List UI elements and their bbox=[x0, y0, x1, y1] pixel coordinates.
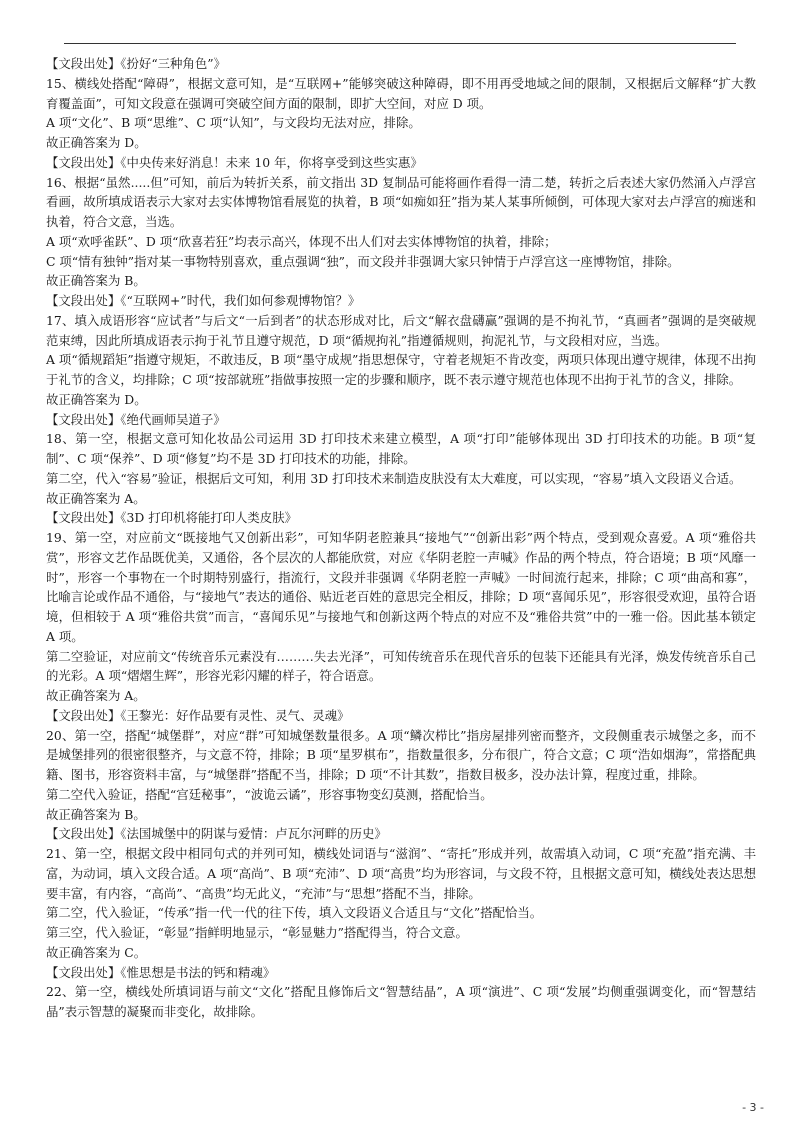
source-citation: 【文段出处】《中央传来好消息！未来 10 年，你将享受到这些实惠》 bbox=[46, 154, 423, 170]
header-rule bbox=[64, 43, 736, 44]
source-citation: 【文段出处】《惟思想是书法的钙和精魂》 bbox=[46, 964, 276, 980]
paragraph: 第二空代入验证，搭配“宫廷秘事”，“波诡云谲”，形容事物变幻莫测，搭配恰当。 bbox=[46, 786, 493, 802]
answer-line: 故正确答案为 B。 bbox=[46, 273, 146, 289]
paragraph: 第三空，代入验证，“彰显”指鲜明地显示，“彰显魅力”搭配得当，符合文意。 bbox=[46, 925, 468, 940]
source-citation: 【文段出处】《王黎光：好作品要有灵性、灵气、灵魂》 bbox=[46, 707, 350, 723]
source-citation: 【文段出处】《3D 打印机将能打印人类皮肤》 bbox=[46, 510, 297, 526]
paragraph: 第二空，代入“容易”验证，根据后文可知，利用 3D 打印技术来制造皮肤没有太大难度，可以实现，“容易”填入文段语义合适。 bbox=[46, 470, 742, 486]
question-explanation: 17、填入成语形容“应试者”与后文“一后到者”的状态形成对比，后文“解衣盘礴赢”强调的是不拘礼节，“真画者”强调的是突破规范束缚，因此所填成语表示拘于礼节且遵守规范，D 项“循规拘礼”指遵循规则，拘泥礼节，与文段相对应，当选。 bbox=[46, 312, 756, 348]
paragraph: 第二空，代入验证，“传承”指一代一代的往下传，填入文段语义合适且与“文化”搭配恰当。 bbox=[46, 905, 543, 921]
paragraph: C 项“情有独钟”指对某一事物特别喜欢，重点强调“独”，而文段并非强调大家只钟情于卢浮宫这一座博物馆，排除。 bbox=[46, 253, 680, 269]
paragraph: A 项“文化”、B 项“思维”、C 项“认知”，与文段均无法对应，排除。 bbox=[46, 115, 421, 131]
question-explanation: 15、横线处搭配“障碍”，根据文意可知，是“互联网+”能够突破这种障碍，即不用再受地域之间的限制，又根据后文解释“扩大教育覆盖面”，可知文段意在强调可突破空间方面的限制，即扩大空间，对应 D 项。 bbox=[46, 75, 756, 111]
question-explanation: 16、根据“虽然.....但”可知，前后为转折关系，前文指出 3D 复制品可能将画作看得一清二楚，转折之后表述大家仍然涌入卢浮宫看画，故所填成语表示大家对去实体博物馆看展览的执着，B 项“如痴如狂”指为某人某事所倾倒，可体现大家对去卢浮宫的痴迷和执着，符合文意，当选。 bbox=[46, 174, 756, 229]
source-citation: 【文段出处】《扮好“三种角色”》 bbox=[46, 56, 226, 71]
page-number: - 3 - bbox=[742, 1101, 764, 1114]
answer-line: 故正确答案为 A。 bbox=[46, 688, 146, 703]
question-explanation: 19、第一空，对应前文“既接地气又创新出彩”，可知华阴老腔兼具“接地气”“创新出彩”两个特点，受到观众喜爱。A 项“雅俗共赏”，形容文艺作品既优美，又通俗，各个层次的人都能欣赏，对应《华阴老腔一声喊》作品的两个特点，符合语境；B 项“风靡一时”，形容一个事物在一个时期特别盛行，指流行，文段并非强调《华阴老腔一声喊》一时间流行起来，排除；C 项“曲高和寡”，比喻言论或作品不通俗，与“接地气”表达的通俗、贴近老百姓的意思完全相反，排除；D 项“喜闻乐见”，形容很受欢迎，虽符合语境，但相较于 A 项“雅俗共赏”而言，“喜闻乐见”与接地气和创新这两个特点的对应不及“雅俗共赏”中的一雅一俗。因此基本锁定 A 项。 bbox=[46, 530, 756, 644]
question-explanation: 22、第一空，横线处所填词语与前文“文化”搭配且修饰后文“智慧结晶”，A 项“演进”、C 项“发展”均侧重强调变化，而“智慧结晶”表示智慧的凝聚而非变化，故排除。 bbox=[46, 984, 756, 1019]
answer-line: 故正确答案为 D。 bbox=[46, 391, 147, 407]
source-citation: 【文段出处】《法国城堡中的阴谋与爱情：卢瓦尔河畔的历史》 bbox=[46, 826, 387, 842]
answer-line: 故正确答案为 C。 bbox=[46, 944, 147, 960]
paragraph: 第二空验证，对应前文“传统音乐元素没有………失去光泽”，可知传统音乐在现代音乐的包装下还能具有光泽，焕发传统音乐自己的光彩。A 项“熠熠生辉”，形容光彩闪耀的样子，符合语意。 bbox=[46, 648, 756, 684]
answer-line: 故正确答案为 A。 bbox=[46, 490, 146, 506]
source-citation: 【文段出处】《“互联网+”时代，我们如何参观博物馆？》 bbox=[46, 293, 361, 308]
answer-line: 故正确答案为 D。 bbox=[46, 135, 147, 150]
answer-line: 故正确答案为 B。 bbox=[46, 806, 146, 822]
source-citation: 【文段出处】《绝代画师吴道子》 bbox=[46, 411, 226, 427]
paragraph: A 项“循规蹈矩”指遵守规矩，不敢违反，B 项“墨守成规”指思想保守，守着老规矩不肯改变，两项只体现出遵守规律，体现不出拘于礼节的含义，均排除；C 项“按部就班”指做事按照一定的步骤和顺序，既不表示遵守规范也体现不出拘于礼节的含义，排除。 bbox=[46, 352, 756, 387]
page-body bbox=[46, 54, 756, 1022]
question-explanation: 21、第一空，根据文段中相同句式的并列可知，横线处词语与“滋润”、“寄托”形成并列，故需填入动词，C 项“充盈”指充满、丰富，为动词，填入文段合适。A 项“高尚”、B 项“充沛”、D 项“高贵”均为形容词，与文段不符，且根据文意可知，横线处表达思想要丰富，有内容，“高尚”、“高贵”均无此义，“充沛”与“思想”搭配不当，排除。 bbox=[46, 846, 756, 901]
paragraph: A 项“欢呼雀跃”、D 项“欣喜若狂”均表示高兴，体现不出人们对去实体博物馆的执着，排除； bbox=[46, 233, 557, 249]
question-explanation: 20、第一空，搭配“城堡群”，对应“群”可知城堡数量很多。A 项“鳞次栉比”指房屋排列密而整齐，文段侧重表示城堡之多，而不是城堡排列的很密很整齐，与文意不符，排除；B 项“星罗棋布”，指数量很多，分布很广，符合文意；C 项“浩如烟海”，常搭配典籍、图书，形容资料丰富，与“城堡群”搭配不当，排除；D 项“不计其数”，指数目极多，没办法计算，程度过重，排除。 bbox=[46, 727, 756, 782]
question-explanation: 18、第一空，根据文意可知化妆品公司运用 3D 打印技术来建立模型，A 项“打印”能够体现出 3D 打印技术的功能。B 项“复制”、C 项“保养”、D 项“修复”均不是 3D 打印技术的功能，排除。 bbox=[46, 431, 756, 466]
